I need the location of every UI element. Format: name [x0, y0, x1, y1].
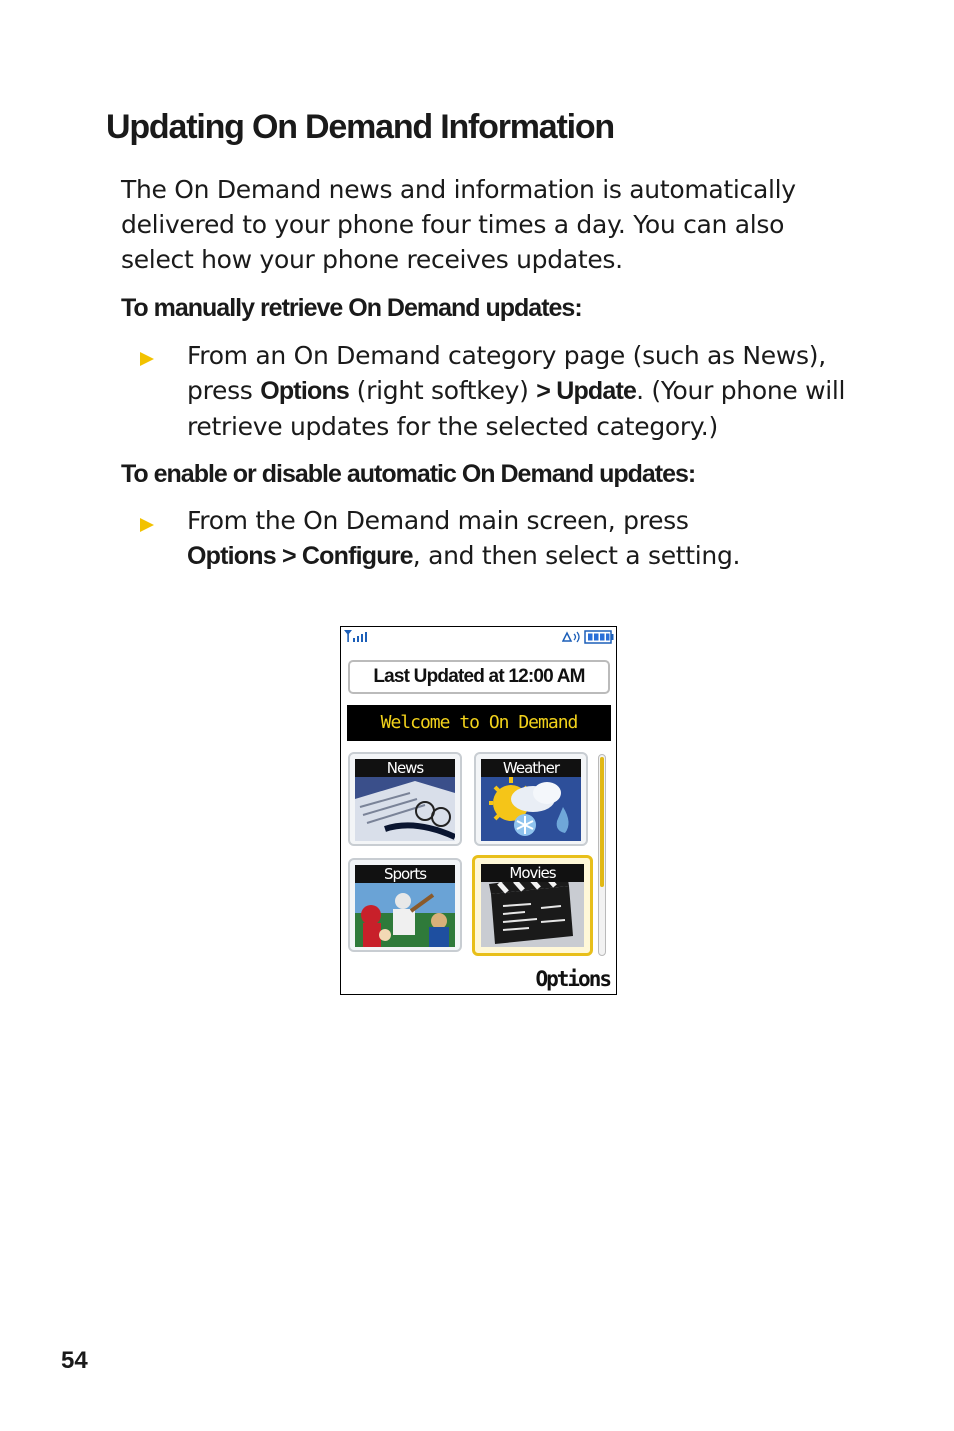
bullet-icon	[140, 352, 154, 366]
weather-tile[interactable]	[474, 752, 588, 846]
section2-instructions: From the On Demand main screen, press Options > Configure, and then select a setting.	[187, 506, 741, 570]
section1-instructions: From an On Demand category page (such as News), press Options (right softkey) > Update. (Your phone will retrieve updates for the selected category.)	[187, 341, 846, 441]
news-label: News	[355, 759, 455, 777]
news-tile[interactable]	[348, 752, 462, 846]
sports-icon	[355, 865, 455, 947]
scrollbar-thumb[interactable]	[600, 757, 604, 887]
intro-paragraph: The On Demand news and information is automatically delivered to your phone four times a day. You can also select how your phone receives updates.	[121, 175, 796, 274]
movies-tile[interactable]	[472, 855, 593, 956]
section2-title: To enable or disable automatic On Demand updates:	[121, 460, 696, 488]
sports-tile[interactable]	[348, 858, 462, 952]
movies-label: Movies	[481, 864, 584, 882]
battery-icon	[562, 630, 614, 644]
scrollbar[interactable]	[598, 754, 606, 956]
phone-screen-figure	[340, 626, 617, 995]
options-softkey[interactable]: Options	[535, 967, 610, 991]
welcome-banner: Welcome to On Demand	[347, 705, 611, 741]
page-heading: Updating On Demand Information	[106, 108, 614, 146]
weather-icon	[481, 759, 581, 841]
status-bar	[341, 627, 616, 649]
bullet-icon	[140, 518, 154, 532]
weather-label: Weather	[481, 759, 581, 777]
signal-strength-icon	[344, 629, 370, 643]
news-icon	[355, 759, 455, 841]
page-number: 54	[61, 1347, 88, 1374]
movies-icon	[481, 864, 584, 947]
sports-label: Sports	[355, 865, 455, 883]
last-updated-label: Last Updated at 12:00 AM	[348, 660, 610, 694]
section1-title: To manually retrieve On Demand updates:	[121, 294, 582, 322]
